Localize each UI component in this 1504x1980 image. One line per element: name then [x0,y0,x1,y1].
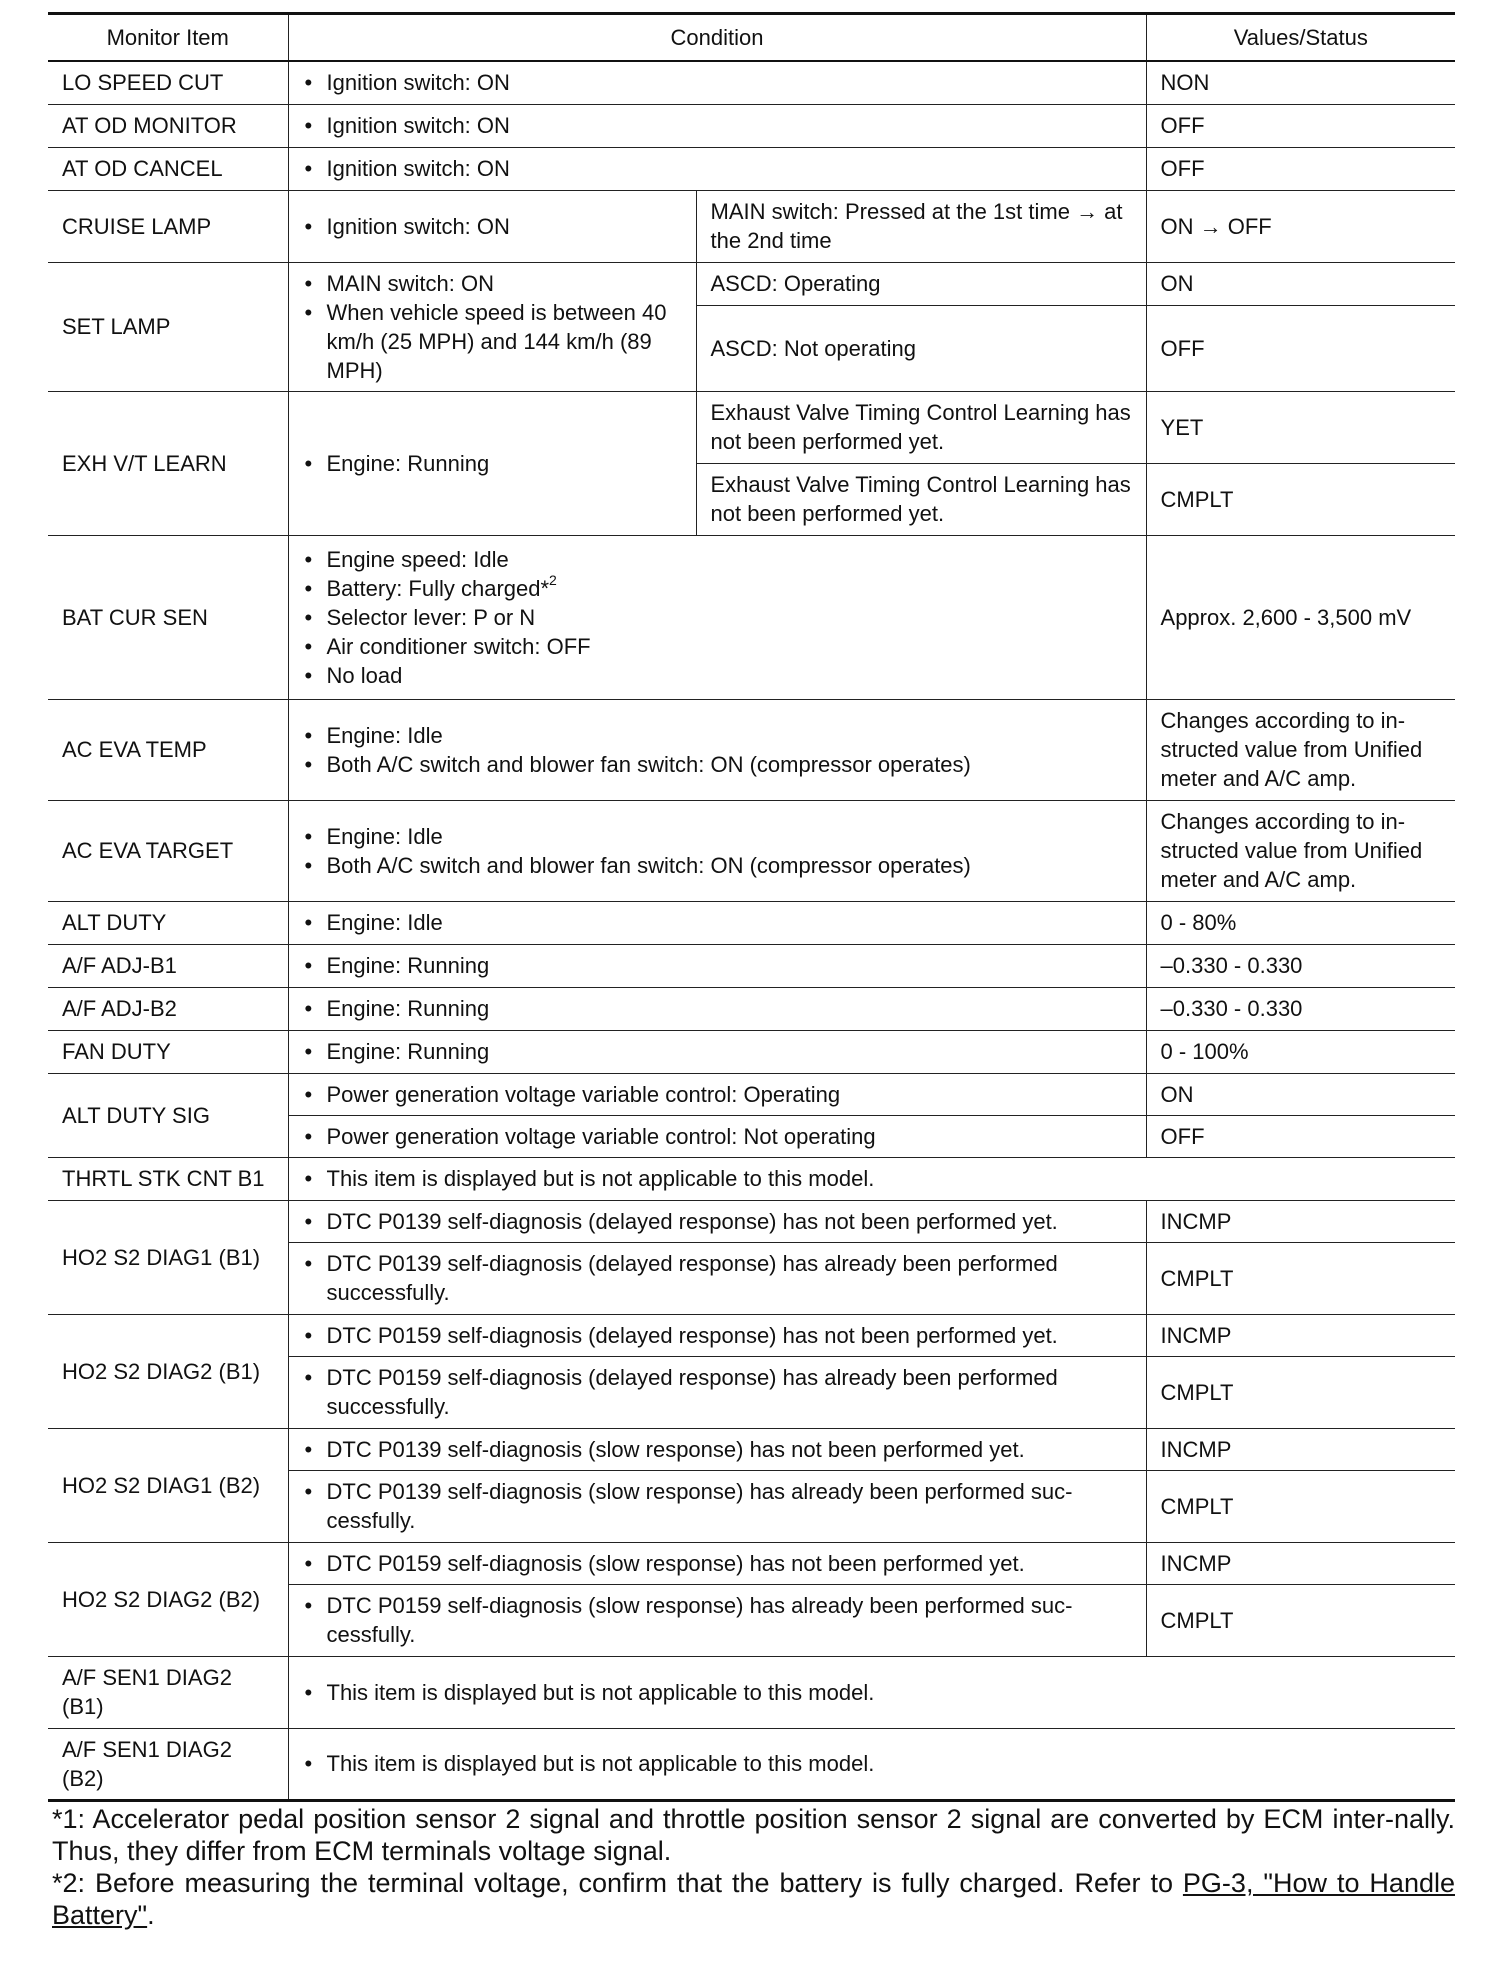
header-values-status: Values/Status [1146,14,1455,62]
table-header-row [48,14,1455,62]
condition [288,987,1146,1030]
condition [288,104,1146,147]
monitor-item: FAN DUTY [48,1030,288,1073]
value-status: INCMP [1146,1200,1455,1242]
condition-bullet: • Engine: Running [303,1037,1132,1066]
sub-condition: ASCD: Not operating [696,305,1146,391]
table-row [48,1200,1455,1242]
condition-bullet: • Engine: Running [303,994,1132,1023]
table-row [48,800,1455,901]
value-status: CMPLT [1146,463,1455,535]
table-row [48,944,1455,987]
condition [288,1115,1146,1157]
condition-bullet: • DTC P0139 self-diagnosis (delayed response) has already been performed successfully. [303,1249,1132,1307]
monitor-item: BAT CUR SEN [48,535,288,699]
footnote-1: *1: Accelerator pedal position sensor 2 signal and throttle position sensor 2 signal are converted by ECM inter-nally. Thus, they differ from ECM terminals voltage signal. [52,1804,1455,1866]
condition-bullet: • Both A/C switch and blower fan switch: ON (compressor operates) [303,851,1132,880]
condition-bullet: • DTC P0159 self-diagnosis (delayed response) has already been performed successfully. [303,1363,1132,1421]
value-status: OFF [1146,104,1455,147]
condition-bullet: • Ignition switch: ON [303,154,1132,183]
condition [288,1030,1146,1073]
condition [288,1728,1455,1800]
condition [288,61,1146,104]
condition [288,1314,1146,1356]
how-to-handle-battery-link[interactable]: PG-3, "How to Handle Battery" [52,1868,1455,1930]
monitor-item: A/F SEN1 DIAG2 (B2) [48,1728,288,1800]
condition [288,1656,1455,1728]
monitor-item: AT OD CANCEL [48,147,288,190]
value-status: INCMP [1146,1542,1455,1584]
monitor-item: AT OD MONITOR [48,104,288,147]
monitor-item: ALT DUTY [48,901,288,944]
condition-bullet: • Engine: Running [303,951,1132,980]
monitor-item: THRTL STK CNT B1 [48,1157,288,1200]
monitor-item: HO2 S2 DIAG1 (B1) [48,1200,288,1314]
condition-bullet: • Ignition switch: ON [303,111,1132,140]
value-status: OFF [1146,305,1455,391]
condition-bullet: • Engine: Running [303,449,682,478]
value-status: YET [1146,391,1455,463]
value-status: 0 - 80% [1146,901,1455,944]
condition-bullet: • This item is displayed but is not applicable to this model. [303,1749,1442,1778]
table-row [48,1656,1455,1728]
condition-bullet: • This item is displayed but is not applicable to this model. [303,1164,1442,1193]
value-status: CMPLT [1146,1356,1455,1428]
condition [288,1584,1146,1656]
monitor-item: AC EVA TEMP [48,699,288,800]
monitor-item: SET LAMP [48,262,288,391]
condition-bullet: • This item is displayed but is not applicable to this model. [303,1678,1442,1707]
condition-bullet: • DTC P0139 self-diagnosis (slow response) has already been performed suc-cessfully. [303,1477,1132,1535]
footnote-2-end: . [147,1900,155,1930]
condition-bullet: • Engine speed: Idle [303,545,1132,574]
sub-condition: Exhaust Valve Timing Control Learning has not been performed yet. [696,463,1146,535]
table-row [48,1073,1455,1115]
condition-bullet: • Ignition switch: ON [303,212,682,241]
sub-condition: ASCD: Operating [696,262,1146,305]
condition [288,944,1146,987]
condition-bullet: • DTC P0139 self-diagnosis (slow response) has not been performed yet. [303,1435,1132,1464]
table-row [48,901,1455,944]
value-status: Changes according to in-structed value from Unified meter and A/C amp. [1146,800,1455,901]
condition-bullet: • No load [303,661,1132,690]
condition [288,1157,1455,1200]
condition [288,1073,1146,1115]
table-row [48,147,1455,190]
monitor-item: CRUISE LAMP [48,190,288,262]
value-status: –0.330 - 0.330 [1146,944,1455,987]
condition [288,190,696,262]
table-row [48,391,1455,463]
footnote-2 [52,1867,1455,1931]
value-status: ON → OFF [1146,190,1455,262]
condition [288,1242,1146,1314]
value-status: Changes according to in-structed value from Unified meter and A/C amp. [1146,699,1455,800]
condition-bullet: • Engine: Idle [303,908,1132,937]
condition [288,147,1146,190]
condition [288,1428,1146,1470]
monitor-item: AC EVA TARGET [48,800,288,901]
value-status: CMPLT [1146,1242,1455,1314]
value-status: CMPLT [1146,1584,1455,1656]
monitor-item: HO2 S2 DIAG2 (B1) [48,1314,288,1428]
sub-condition: Exhaust Valve Timing Control Learning has not been performed yet. [696,391,1146,463]
value-status: ON [1146,1073,1455,1115]
condition [288,699,1146,800]
condition [288,535,1146,699]
table-row [48,699,1455,800]
condition [288,391,696,535]
monitor-item: HO2 S2 DIAG1 (B2) [48,1428,288,1542]
header-condition: Condition [288,14,1146,62]
table-row [48,1728,1455,1800]
condition-bullet: • DTC P0159 self-diagnosis (slow response) has already been performed suc-cessfully. [303,1591,1132,1649]
table-row [48,61,1455,104]
condition-text: Battery: Fully charged* [326,575,550,601]
header-monitor-item: Monitor Item [48,14,288,62]
table-row [48,1428,1455,1470]
condition [288,1470,1146,1542]
condition [288,1200,1146,1242]
condition-bullet: • Power generation voltage variable control: Operating [303,1080,1132,1109]
value-status: INCMP [1146,1428,1455,1470]
monitor-table [48,12,1455,1802]
condition-bullet: • Selector lever: P or N [303,603,1132,632]
condition [288,1356,1146,1428]
condition [288,1542,1146,1584]
monitor-item: A/F ADJ-B2 [48,987,288,1030]
value-status: NON [1146,61,1455,104]
value-status: –0.330 - 0.330 [1146,987,1455,1030]
value-status: Approx. 2,600 - 3,500 mV [1146,535,1455,699]
table-row [48,1314,1455,1356]
value-status: 0 - 100% [1146,1030,1455,1073]
condition-bullet: • Engine: Idle [303,721,1132,750]
condition-bullet: • Both A/C switch and blower fan switch: ON (compressor operates) [303,750,1132,779]
table-row [48,987,1455,1030]
monitor-item: EXH V/T LEARN [48,391,288,535]
condition [288,800,1146,901]
condition-bullet: • DTC P0139 self-diagnosis (delayed response) has not been performed yet. [303,1207,1132,1236]
sub-condition: MAIN switch: Pressed at the 1st time → at the 2nd time [696,190,1146,262]
table-row [48,1030,1455,1073]
condition-bullet [303,574,1132,603]
monitor-item: A/F SEN1 DIAG2 (B1) [48,1656,288,1728]
table-row [48,262,1455,305]
value-status: CMPLT [1146,1470,1455,1542]
table-row [48,190,1455,262]
value-status: ON [1146,262,1455,305]
condition-bullet: • Power generation voltage variable control: Not operating [303,1122,1132,1151]
value-status: OFF [1146,147,1455,190]
condition [288,901,1146,944]
value-status: INCMP [1146,1314,1455,1356]
monitor-item: A/F ADJ-B1 [48,944,288,987]
condition-bullet: • Ignition switch: ON [303,68,1132,97]
condition-bullet: • Air conditioner switch: OFF [303,632,1132,661]
condition-bullet: • MAIN switch: ON [303,269,682,298]
table-row [48,535,1455,699]
condition [288,262,696,391]
condition-bullet: • Engine: Idle [303,822,1132,851]
monitor-item: ALT DUTY SIG [48,1073,288,1157]
footnotes [52,1803,1455,1931]
monitor-item: LO SPEED CUT [48,61,288,104]
table-row [48,1157,1455,1200]
monitor-item: HO2 S2 DIAG2 (B2) [48,1542,288,1656]
condition-bullet: • DTC P0159 self-diagnosis (slow response) has not been performed yet. [303,1549,1132,1578]
table-row [48,104,1455,147]
table-row [48,1542,1455,1584]
condition-bullet: • When vehicle speed is between 40 km/h (25 MPH) and 144 km/h (89 MPH) [303,298,682,385]
condition-bullet: • DTC P0159 self-diagnosis (delayed response) has not been performed yet. [303,1321,1132,1350]
footnote-ref: 2 [549,572,557,589]
footnote-2-text: *2: Before measuring the terminal voltage, confirm that the battery is fully charged. Refer to [52,1868,1183,1898]
value-status: OFF [1146,1115,1455,1157]
